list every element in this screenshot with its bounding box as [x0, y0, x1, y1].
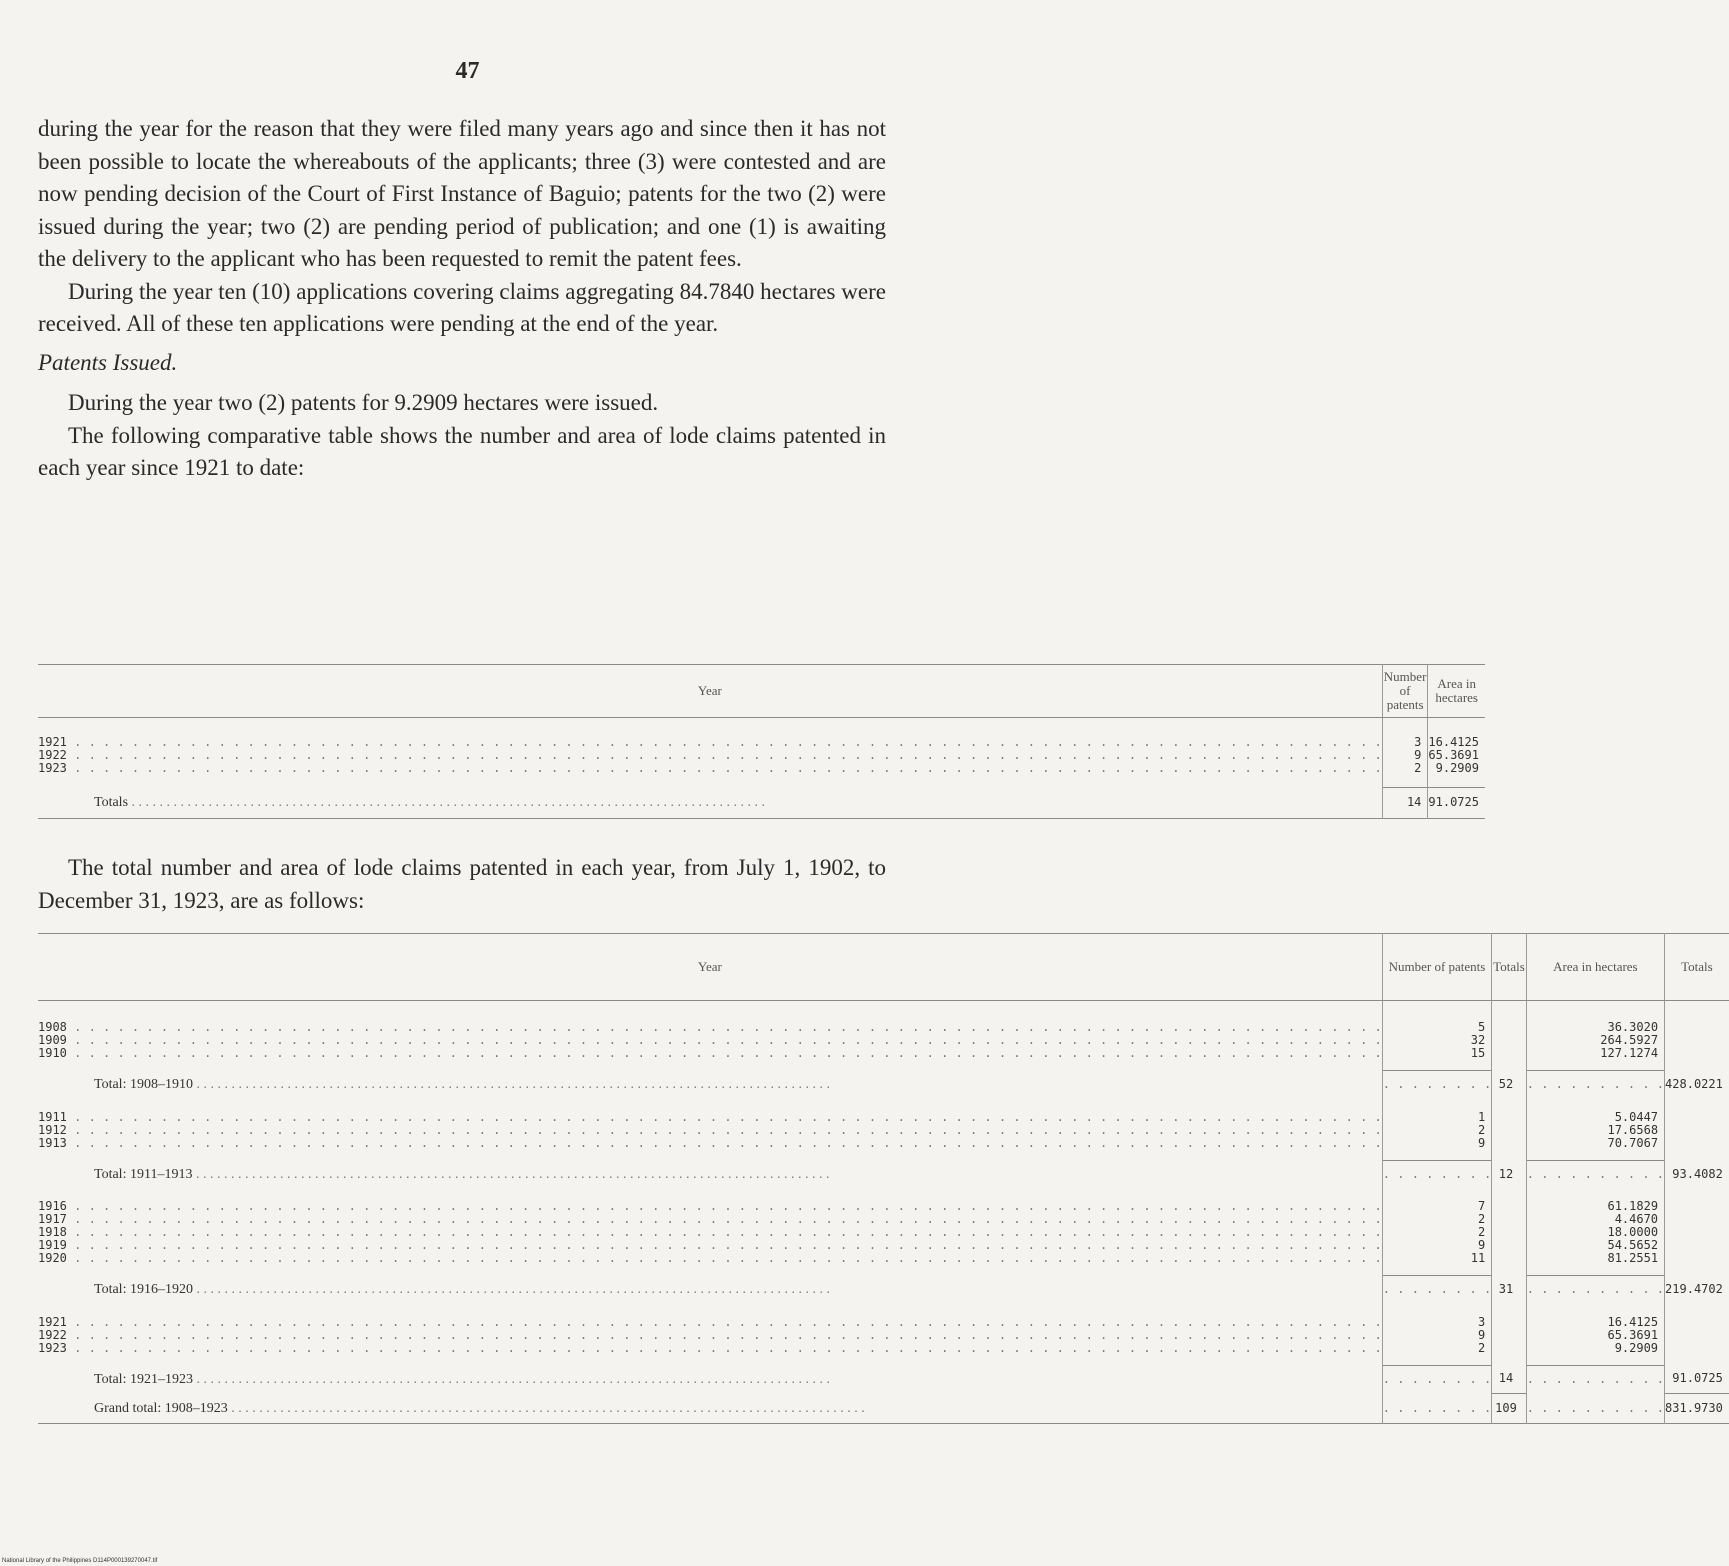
- group-total-label-cell: [38, 1071, 1382, 1099]
- leader-dots: . . . . . . . . . .: [1526, 1160, 1664, 1188]
- group-total-area: 219.4702: [1665, 1276, 1729, 1304]
- col-header-totals-number: Totals: [1492, 934, 1527, 1001]
- year-cell: [38, 1047, 1382, 1060]
- spacer-cell: [1665, 1355, 1729, 1366]
- totals-area-cell: [1665, 1124, 1729, 1137]
- number-cell: 2: [1382, 762, 1428, 775]
- scan-footer: National Library of the Philippines D114P000139270047.tif: [2, 1558, 158, 1564]
- year-label: 1911 . . .: [38, 1110, 1382, 1124]
- number-cell: 3: [1382, 736, 1428, 749]
- year-label: 1910 . . .: [38, 1046, 1382, 1060]
- paragraph-patents-issued: During the year two (2) patents for 9.2909 hectares were issued.: [68, 390, 659, 415]
- year-label: 1919 . . .: [38, 1238, 1382, 1252]
- area-cell: 61.1829: [1526, 1200, 1664, 1213]
- area-cell: 16.4125: [1428, 736, 1485, 749]
- spacer-cell: [1526, 1304, 1664, 1316]
- group-total-row: [38, 1276, 1729, 1304]
- spacer-row: [38, 1355, 1729, 1366]
- leader-dots: . . . . . . . .: [1382, 1393, 1491, 1424]
- year-cell: [38, 1252, 1382, 1265]
- number-cell: 9: [1382, 749, 1428, 762]
- number-cell: 32: [1382, 1034, 1491, 1047]
- totals-number-cell: [1492, 1239, 1527, 1252]
- grand-total-area: 831.9730: [1665, 1393, 1729, 1424]
- spacer-cell: [1492, 1265, 1527, 1276]
- group-total-label: Total: 1916–1920 . . .: [94, 1282, 830, 1297]
- spacer-cell: [1665, 1060, 1729, 1071]
- year-label: 1921 . . .: [38, 735, 1382, 749]
- totals-area-cell: [1665, 1137, 1729, 1150]
- body-text-top: [38, 113, 886, 485]
- leader-dots: . . . . . . . . . .: [1526, 1365, 1664, 1393]
- number-cell: 2: [1382, 1342, 1491, 1355]
- spacer-cell: [1665, 1188, 1729, 1200]
- spacer-cell: [38, 1150, 1382, 1161]
- totals-number-cell: [1492, 1329, 1527, 1342]
- spacer-cell: [1526, 1060, 1664, 1071]
- spacer-cell: [1428, 775, 1485, 788]
- comparative-table: [38, 664, 1485, 819]
- group-total-row: [38, 1365, 1729, 1393]
- area-cell: 17.6568: [1526, 1124, 1664, 1137]
- group-total-number: 12: [1492, 1160, 1527, 1188]
- year-cell: [38, 1137, 1382, 1150]
- spacer-cell: [1526, 1265, 1664, 1276]
- area-cell: 5.0447: [1526, 1111, 1664, 1124]
- totals-area-cell: [1665, 1213, 1729, 1226]
- paragraph-continuation: during the year for the reason that they were filed many years ago and since then it has not been possible to locate the whereabouts of the applicants; three (3) were contested and are now pending decision of the Court of First Instance of Baguio; patents for the two (2) were issued during the year; two (2) are pending period of publication; and one (1) is awaiting the delivery to the applicant who has been requested to remit the patent fees.: [38, 116, 886, 271]
- spacer-cell: [1382, 1188, 1491, 1200]
- year-label: 1920 . . .: [38, 1251, 1382, 1265]
- grand-total-label: Grand total: 1908–1923 . . .: [94, 1401, 865, 1416]
- group-total-label: Total: 1921–1923 . . .: [94, 1372, 830, 1387]
- leader-dots: . . . . . . . . . .: [1526, 1393, 1664, 1424]
- totals-area-cell: [1665, 1200, 1729, 1213]
- group-total-label-cell: [38, 1160, 1382, 1188]
- totals-number-cell: [1492, 1034, 1527, 1047]
- totals-number-cell: [1492, 1111, 1527, 1124]
- col-header-number: Number of patents: [1382, 665, 1428, 718]
- spacer-cell: [1665, 1265, 1729, 1276]
- group-total-label: Total: 1911–1913 . . .: [94, 1167, 829, 1182]
- spacer-row: [38, 1001, 1729, 1022]
- area-cell: 4.4670: [1526, 1213, 1664, 1226]
- totals-area-cell: [1665, 1329, 1729, 1342]
- table-row: [38, 1252, 1729, 1265]
- spacer-cell: [1492, 1188, 1527, 1200]
- totals-area-cell: [1665, 1342, 1729, 1355]
- group-total-number: 52: [1492, 1071, 1527, 1099]
- spacer-cell: [1665, 1304, 1729, 1316]
- spacer-cell: [1382, 718, 1428, 737]
- totals-number: 14: [1382, 788, 1428, 819]
- col-header-area: Area in hectares: [1526, 934, 1664, 1001]
- spacer-cell: [1492, 1355, 1527, 1366]
- totals-area-cell: [1665, 1226, 1729, 1239]
- col-header-year: Year: [38, 934, 1382, 1001]
- spacer-cell: [1382, 1304, 1491, 1316]
- spacer-cell: [1526, 1355, 1664, 1366]
- leader-dots: . . . . . . . . . .: [1526, 1276, 1664, 1304]
- spacer-cell: [1526, 1001, 1664, 1022]
- area-cell: 9.2909: [1428, 762, 1485, 775]
- group-total-number: 14: [1492, 1365, 1527, 1393]
- group-total-area: 93.4082: [1665, 1160, 1729, 1188]
- spacer-row: [38, 1060, 1729, 1071]
- totals-number-cell: [1492, 1200, 1527, 1213]
- totals-number-cell: [1492, 1226, 1527, 1239]
- col-header-totals-area: Totals: [1665, 934, 1729, 1001]
- leader-dots: . . . . . . . .: [1382, 1160, 1491, 1188]
- totals-number-cell: [1492, 1316, 1527, 1329]
- totals-number-cell: [1492, 1342, 1527, 1355]
- group-total-label: Total: 1908–1910 . . .: [94, 1077, 830, 1092]
- spacer-row: [38, 1265, 1729, 1276]
- year-label: 1916 . . .: [38, 1199, 1382, 1213]
- year-label: 1917 . . .: [38, 1212, 1382, 1226]
- totals-area-cell: [1665, 1034, 1729, 1047]
- totals-number-cell: [1492, 1124, 1527, 1137]
- group-total-area: 91.0725: [1665, 1365, 1729, 1393]
- spacer-cell: [1492, 1060, 1527, 1071]
- year-label: 1912 . . .: [38, 1123, 1382, 1137]
- area-cell: 18.0000: [1526, 1226, 1664, 1239]
- spacer-cell: [1665, 1099, 1729, 1111]
- col-header-area: Area in hectares: [1428, 665, 1485, 718]
- grand-total-label-cell: [38, 1393, 1382, 1424]
- totals-number-cell: [1492, 1047, 1527, 1060]
- spacer-cell: [38, 1265, 1382, 1276]
- spacer-cell: [1492, 1099, 1527, 1111]
- group-total-row: [38, 1160, 1729, 1188]
- totals-number-cell: [1492, 1137, 1527, 1150]
- spacer-cell: [38, 1001, 1382, 1022]
- area-cell: 54.5652: [1526, 1239, 1664, 1252]
- number-cell: 11: [1382, 1252, 1491, 1265]
- spacer-row: [38, 1150, 1729, 1161]
- number-cell: 9: [1382, 1329, 1491, 1342]
- number-cell: 3: [1382, 1316, 1491, 1329]
- year-cell: [38, 1342, 1382, 1355]
- spacer-row: [38, 775, 1485, 788]
- year-cell: [38, 762, 1382, 775]
- leader-dots: . . . . . . . .: [1382, 1276, 1491, 1304]
- area-cell: 264.5927: [1526, 1034, 1664, 1047]
- col-header-year: Year: [38, 665, 1382, 718]
- spacer-cell: [1492, 1150, 1527, 1161]
- totals-number-cell: [1492, 1021, 1527, 1034]
- grand-total-number: 109: [1492, 1393, 1527, 1424]
- totals-label-cell: [38, 788, 1382, 819]
- number-cell: 15: [1382, 1047, 1491, 1060]
- spacer-cell: [1428, 718, 1485, 737]
- leader-dots: . . . . . . . .: [1382, 1071, 1491, 1099]
- year-label: 1909 . . .: [38, 1033, 1382, 1047]
- spacer-cell: [1382, 1355, 1491, 1366]
- spacer-cell: [1382, 1150, 1491, 1161]
- totals-label: Totals . . .: [94, 795, 765, 810]
- area-cell: 36.3020: [1526, 1021, 1664, 1034]
- number-cell: 9: [1382, 1137, 1491, 1150]
- area-cell: 9.2909: [1526, 1342, 1664, 1355]
- number-cell: 1: [1382, 1111, 1491, 1124]
- totals-area-cell: [1665, 1252, 1729, 1265]
- number-cell: 9: [1382, 1239, 1491, 1252]
- spacer-cell: [38, 718, 1382, 737]
- table-row: [38, 1137, 1729, 1150]
- group-total-number: 31: [1492, 1276, 1527, 1304]
- paragraph-total-intro: The total number and area of lode claims patented in each year, from July 1, 1902, to December 31, 1923, are as follows:: [38, 855, 886, 913]
- totals-area-cell: [1665, 1021, 1729, 1034]
- spacer-cell: [1382, 775, 1428, 788]
- table-row: [38, 762, 1485, 775]
- spacer-cell: [1665, 1150, 1729, 1161]
- area-cell: 127.1274: [1526, 1047, 1664, 1060]
- spacer-row: [38, 718, 1485, 737]
- spacer-cell: [1665, 1001, 1729, 1022]
- number-cell: 7: [1382, 1200, 1491, 1213]
- area-cell: 65.3691: [1526, 1329, 1664, 1342]
- group-total-area: 428.0221: [1665, 1071, 1729, 1099]
- totals-area: 91.0725: [1428, 788, 1485, 819]
- col-header-number: Number of patents: [1382, 934, 1491, 1001]
- number-cell: 5: [1382, 1021, 1491, 1034]
- year-label: 1923 . . .: [38, 761, 1382, 775]
- number-cell: 2: [1382, 1124, 1491, 1137]
- spacer-cell: [1526, 1150, 1664, 1161]
- area-cell: 81.2551: [1526, 1252, 1664, 1265]
- paragraph-comparative-intro: The following comparative table shows the number and area of lode claims patented in each year since 1921 to date:: [38, 422, 886, 480]
- spacer-cell: [38, 1060, 1382, 1071]
- section-heading-patents-issued: Patents Issued.: [38, 349, 178, 375]
- spacer-cell: [1382, 1265, 1491, 1276]
- area-cell: 70.7067: [1526, 1137, 1664, 1150]
- year-label: 1921 . . .: [38, 1315, 1382, 1329]
- totals-area-cell: [1665, 1047, 1729, 1060]
- spacer-cell: [1526, 1099, 1664, 1111]
- spacer-cell: [38, 775, 1382, 788]
- group-total-label-cell: [38, 1276, 1382, 1304]
- area-cell: 16.4125: [1526, 1316, 1664, 1329]
- grand-total-row: [38, 1393, 1729, 1424]
- spacer-cell: [38, 1355, 1382, 1366]
- year-label: 1922 . . .: [38, 748, 1382, 762]
- spacer-cell: [1492, 1001, 1527, 1022]
- totals-area-cell: [1665, 1316, 1729, 1329]
- year-label: 1922 . . .: [38, 1328, 1382, 1342]
- spacer-cell: [1492, 1304, 1527, 1316]
- totals-table: [38, 933, 1729, 1424]
- area-cell: 65.3691: [1428, 749, 1485, 762]
- totals-number-cell: [1492, 1213, 1527, 1226]
- paragraph-applications: During the year ten (10) applications covering claims aggregating 84.7840 hectares were received. All of these ten applications were pending at the end of the year.: [38, 278, 886, 336]
- spacer-cell: [1382, 1099, 1491, 1111]
- year-label: 1918 . . .: [38, 1225, 1382, 1239]
- table-row: [38, 1342, 1729, 1355]
- leader-dots: . . . . . . . .: [1382, 1365, 1491, 1393]
- number-cell: 2: [1382, 1226, 1491, 1239]
- year-label: 1908 . . .: [38, 1020, 1382, 1034]
- totals-number-cell: [1492, 1252, 1527, 1265]
- totals-area-cell: [1665, 1111, 1729, 1124]
- spacer-cell: [1382, 1060, 1491, 1071]
- spacer-cell: [1382, 1001, 1491, 1022]
- year-label: 1923 . . .: [38, 1341, 1382, 1355]
- page-number: 47: [455, 58, 480, 84]
- totals-area-cell: [1665, 1239, 1729, 1252]
- group-total-row: [38, 1071, 1729, 1099]
- totals-row: [38, 788, 1485, 819]
- year-label: 1913 . . .: [38, 1136, 1382, 1150]
- body-text-bottom: [38, 852, 886, 917]
- table-row: [38, 1047, 1729, 1060]
- number-cell: 2: [1382, 1213, 1491, 1226]
- leader-dots: . . . . . . . . . .: [1526, 1071, 1664, 1099]
- group-total-label-cell: [38, 1365, 1382, 1393]
